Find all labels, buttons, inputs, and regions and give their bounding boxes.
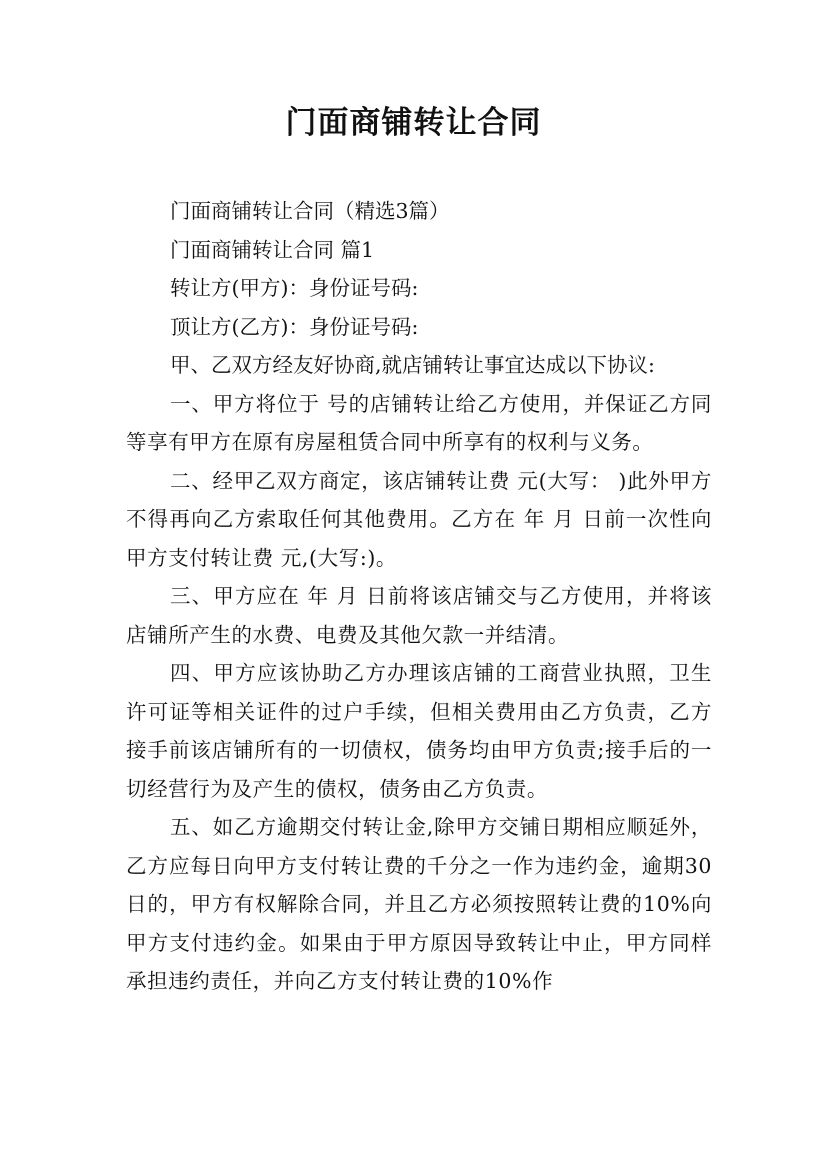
document-title: 门面商铺转让合同 bbox=[285, 105, 542, 141]
section-heading: 门面商铺转让合同 篇1 bbox=[170, 237, 375, 262]
transferee-line: 顶让方(乙方)：身份证号码: bbox=[170, 314, 419, 339]
clause-5: 五、如乙方逾期交付转让金,除甲方交铺日期相应顺延外，乙方应每日向甲方支付转让费的千分之一作为违约金，逾期30日的，甲方有权解除合同，并且乙方必须按照转让费的10%向甲方支付违约金。如果由于甲方原因导致转让中止，甲方同样承担违约责任，并向乙方支付转让费的10%作 bbox=[126, 815, 712, 993]
document-subtitle: 门面商铺转让合同（精选3篇） bbox=[170, 199, 450, 223]
clause-1: 一、甲方将位于 号的店铺转让给乙方使用，并保证乙方同等享有甲方在原有房屋租赁合同中所享有的权利与义务。 bbox=[126, 391, 712, 454]
clause-4: 四、甲方应该协助乙方办理该店铺的工商营业执照，卫生许可证等相关证件的过户手续，但相关费用由乙方负责，乙方接手前该店铺所有的一切债权，债务均由甲方负责;接手后的一切经营行为及产生的债权，债务由乙方负责。 bbox=[126, 661, 712, 801]
transferor-line: 转让方(甲方)：身份证号码: bbox=[170, 276, 419, 300]
document-body bbox=[126, 192, 712, 1001]
clause-3: 三、甲方应在 年 月 日前将该店铺交与乙方使用，并将该店铺所产生的水费、电费及其他欠款一并结清。 bbox=[126, 584, 712, 647]
agreement-intro: 甲、乙双方经友好协商,就店铺转让事宜达成以下协议: bbox=[170, 353, 655, 377]
clause-2: 二、经甲乙双方商定，该店铺转让费 元(大写： )此外甲方不得再向乙方索取任何其他费用。乙方在 年 月 日前一次性向甲方支付转让费 元,(大写:)。 bbox=[126, 468, 712, 570]
